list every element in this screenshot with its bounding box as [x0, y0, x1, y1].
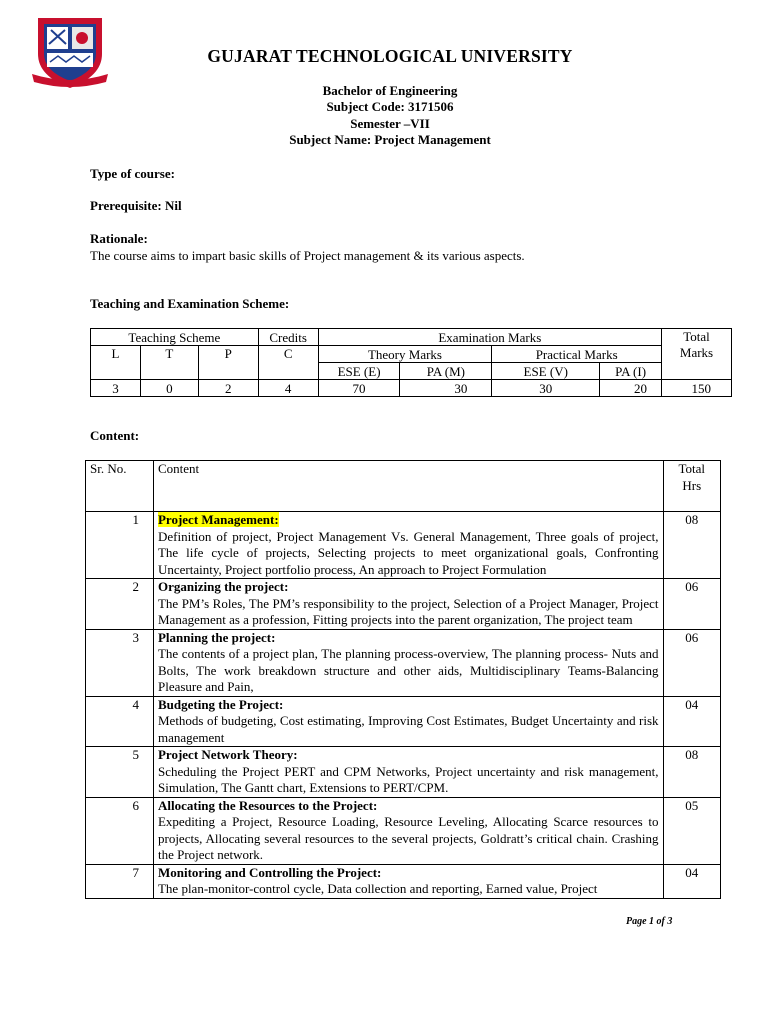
row-sr: 5: [86, 747, 154, 798]
row-body: The contents of a project plan, The planning process-overview, The planning process- Nuts and Bolts, The work breakdown structure and other aids, Multidisciplinary Teams-Balancing Pleasure and Pain,: [157, 646, 659, 694]
col-content-header: Content: [153, 461, 663, 512]
pa-i-value: 20: [600, 380, 662, 397]
footer-page-num: 1: [649, 916, 655, 927]
row-content: [153, 864, 663, 898]
row-body: Methods of budgeting, Cost estimating, Improving Cost Estimates, Budget Uncertainty and risk management: [157, 713, 659, 745]
credits-header: Credits: [258, 329, 318, 346]
total-marks-header: [662, 329, 732, 380]
l-value: 3: [91, 380, 141, 397]
practical-marks-header: Practical Marks: [492, 346, 662, 363]
ese-v-header: ESE (V): [492, 363, 600, 380]
col-sr-header: Sr. No.: [86, 461, 154, 512]
university-title: GUJARAT TECHNOLOGICAL UNIVERSITY: [207, 46, 573, 66]
row-content: [153, 629, 663, 696]
l-header: L: [91, 346, 141, 380]
rationale-label: Rationale:: [90, 231, 148, 246]
row-hrs: 06: [663, 579, 720, 630]
row-content: [153, 797, 663, 864]
c-header: C: [258, 346, 318, 380]
table-row: [86, 696, 721, 747]
row-title: Monitoring and Controlling the Project:: [157, 864, 382, 880]
row-content: [153, 579, 663, 630]
row-sr: 7: [86, 864, 154, 898]
row-body: Scheduling the Project PERT and CPM Networks, Project uncertainty and risk management, Simulation, The Gantt chart, Extensions to PERT/CPM.: [157, 763, 659, 795]
footer-page-total: 3: [667, 916, 673, 927]
subject-name: Subject Name: Project Management: [289, 132, 491, 147]
row-content: [153, 512, 663, 579]
row-sr: 3: [86, 629, 154, 696]
row-content: [153, 696, 663, 747]
row-hrs: 05: [663, 797, 720, 864]
scheme-table: [90, 328, 732, 397]
footer-of-word: of: [656, 916, 665, 927]
row-title: Project Management:: [157, 512, 279, 527]
prerequisite: Prerequisite: Nil: [90, 198, 182, 213]
table-row: [86, 579, 721, 630]
total-value: 150: [662, 380, 732, 397]
row-sr: 1: [86, 512, 154, 579]
page-footer: [626, 916, 672, 927]
col-hrs-line1: Total: [678, 461, 706, 476]
row-title: Project Network Theory:: [157, 747, 298, 762]
row-title: Budgeting the Project:: [157, 696, 284, 712]
row-sr: 2: [86, 579, 154, 630]
table-row: [86, 797, 721, 864]
row-hrs: 04: [663, 864, 720, 898]
row-body: The plan-monitor-control cycle, Data collection and reporting, Earned value, Project: [157, 881, 598, 896]
exam-marks-header: Examination Marks: [318, 329, 661, 346]
program-name: Bachelor of Engineering: [322, 83, 458, 98]
row-hrs: 08: [663, 512, 720, 579]
ese-v-value: 30: [492, 380, 600, 397]
total-header-line2: Marks: [679, 345, 714, 360]
col-hrs-line2: Hrs: [682, 477, 702, 493]
row-title: Allocating the Resources to the Project:: [157, 797, 378, 813]
row-sr: 6: [86, 797, 154, 864]
row-body: The PM’s Roles, The PM’s responsibility to the project, Selection of a Project Manager, Project Management as a profession, Fitting projects into the parent organization, The project team: [157, 595, 659, 627]
p-value: 2: [198, 380, 258, 397]
content-label: Content:: [90, 428, 140, 443]
table-row: [86, 747, 721, 798]
p-header: P: [198, 346, 258, 380]
content-table: [85, 460, 721, 899]
table-row: [86, 512, 721, 579]
scheme-label: Teaching and Examination Scheme:: [90, 296, 290, 311]
t-value: 0: [140, 380, 198, 397]
type-of-course: Type of course:: [90, 166, 175, 181]
t-header: T: [140, 346, 198, 380]
col-hrs-header: [663, 461, 720, 512]
table-row: [86, 629, 721, 696]
c-value: 4: [258, 380, 318, 397]
ese-e-header: ESE (E): [318, 363, 400, 380]
row-hrs: 06: [663, 629, 720, 696]
row-content: [153, 747, 663, 798]
teaching-scheme-header: Teaching Scheme: [91, 329, 259, 346]
footer-page-word: Page: [626, 916, 647, 927]
subject-code: Subject Code: 3171506: [326, 99, 454, 114]
theory-marks-header: Theory Marks: [318, 346, 492, 363]
row-body: Definition of project, Project Management Vs. General Management, Three goals of project, The life cycle of projects, Selecting projects to meet organizational goals, Confronting Uncertainty, Project portfolio process, An approach to Project Formulation: [157, 528, 659, 577]
row-body: Expediting a Project, Resource Loading, Resource Leveling, Allocating Scarce resources to projects, Allocating several resources to the several projects, Goldratt’s critical chain. Crashing the Project network.: [157, 814, 659, 862]
row-hrs: 04: [663, 696, 720, 747]
rationale-text: The course aims to impart basic skills of Project management & its various aspects.: [90, 248, 525, 263]
semester: Semester –VII: [350, 116, 430, 131]
pa-m-value: 30: [400, 380, 492, 397]
row-title: Organizing the project:: [157, 579, 289, 594]
pa-i-header: PA (I): [600, 363, 662, 380]
total-header-line1: Total: [683, 329, 710, 344]
pa-m-header: PA (M): [400, 363, 492, 380]
row-title: Planning the project:: [157, 629, 276, 645]
table-row: [86, 864, 721, 898]
row-hrs: 08: [663, 747, 720, 798]
ese-e-value: 70: [318, 380, 400, 397]
row-sr: 4: [86, 696, 154, 747]
